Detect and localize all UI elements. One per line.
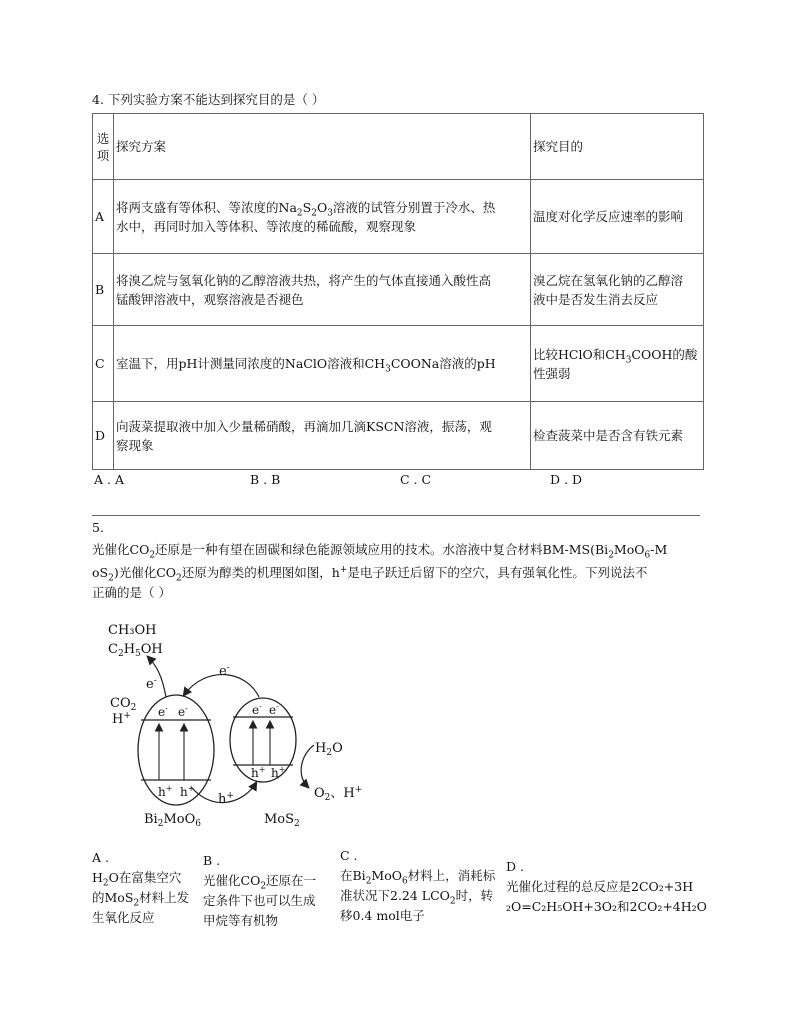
table-row <box>93 402 704 470</box>
row-goal: 比较HClO和$CH_3COOH$的酸 性强弱 <box>531 326 704 402</box>
q5-stem-line3: 正确的是（ ） <box>92 585 171 600</box>
label-bi2moo6: $Bi_2MoO_6$ <box>144 812 201 829</box>
label-mos2: MoS$_2$ <box>264 812 300 829</box>
svg-text:e-: e- <box>252 702 262 717</box>
product-methanol: CH₃OH <box>108 623 157 638</box>
row-option: B <box>93 254 114 326</box>
option-d[interactable]: D . 光催化过程的总反应是2CO₂+3H ₂O=C₂H₅OH+3O₂和2CO₂+4H₂O <box>506 859 707 914</box>
svg-text:h+: h+ <box>158 784 173 799</box>
divider <box>92 515 700 516</box>
svg-text:h+: h+ <box>180 784 195 799</box>
row-plan: 向菠菜提取液中加入少量稀硝酸，再滴加几滴KSCN溶液，振荡，观 察现象 <box>114 402 531 470</box>
label-hole-transfer: h+ <box>218 791 234 807</box>
row-plan: 将溴乙烷与氢氧化钠的乙醇溶液共热，将产生的气体直接通入酸性高 锰酸钾溶液中，观察溶液是否褪色 <box>114 254 531 326</box>
q4-table <box>92 113 704 470</box>
row-goal: 溴乙烷在氢氧化钠的乙醇溶 液中是否发生消去反应 <box>531 254 704 326</box>
header-goal: 探究目的 <box>531 114 704 180</box>
q5-stem-line1: 光催化$CO_2$还原是一种有望在固碳和绿色能源领域应用的技术。水溶液中复合材料$BM-MS(Bi_2MoO_6-M$ <box>92 542 668 561</box>
answer-c[interactable]: C . C <box>400 472 432 487</box>
table-row <box>93 180 704 254</box>
row-plan: 将两支盛有等体积、等浓度的$Na_2S_2O_3$溶液的试管分别置于冷水、热 水中，再同时加入等体积、等浓度的稀硫酸，观察现象 <box>114 180 531 254</box>
header-plan: 探究方案 <box>114 114 531 180</box>
label-electron-top: e- <box>219 663 230 679</box>
svg-text:e-: e- <box>158 704 168 719</box>
label-co2: $CO_2$ <box>110 696 137 713</box>
row-goal: 温度对化学反应速率的影响 <box>531 180 704 254</box>
header-option: 选 项 <box>93 114 114 180</box>
answer-a[interactable]: A . A <box>94 472 124 487</box>
svg-text:e-: e- <box>269 702 279 717</box>
q4-stem: 4. 下列实验方案不能达到探究目的是（ ） <box>92 92 325 107</box>
q5-number: 5. <box>92 520 104 535</box>
row-option: A <box>93 180 114 254</box>
water-oxidation-arrow <box>301 745 314 787</box>
row-option: D <box>93 402 114 470</box>
product-ethanol: $C_2H_5OH$ <box>108 642 163 659</box>
option-c[interactable]: C . 在$Bi_2MoO_6$材料上，消耗标 准状况下2.24 $LCO_2$时，转 移0.4 mol电子 <box>340 848 496 923</box>
mechanism-diagram <box>96 615 386 835</box>
svg-text:h+: h+ <box>271 765 286 780</box>
label-water: $H_2O$ <box>315 741 343 758</box>
table-row <box>93 326 704 402</box>
row-goal: 检查菠菜中是否含有铁元素 <box>531 402 704 470</box>
label-electron-left: e- <box>146 676 157 692</box>
answer-d[interactable]: D . D <box>550 472 582 487</box>
label-o2-hplus: $O_2$、H+ <box>314 785 363 803</box>
answer-b[interactable]: B . B <box>250 472 281 487</box>
table-row <box>93 254 704 326</box>
option-a[interactable]: A . $H_2O$在富集空穴 的MoS$_2$材料上发 生氧化反应 <box>92 850 190 925</box>
q5-stem-line2: $oS_2$)光催化$CO_2$还原为醇类的机理图如图，h+是电子跃迁后留下的空穴，具有强氧化性。下列说法不 <box>92 564 648 584</box>
bi2moo6-particle <box>138 695 214 805</box>
option-b[interactable]: B . 光催化$CO_2$还原在一 定条件下也可以生成 甲烷等有机物 <box>203 853 317 928</box>
row-plan: 室温下，用pH计测量同浓度的NaClO溶液和$CH_3COONa$溶液的pH <box>114 326 531 402</box>
row-option: C <box>93 326 114 402</box>
svg-text:e-: e- <box>178 704 188 719</box>
label-hplus-left: H+ <box>112 711 131 727</box>
svg-text:h+: h+ <box>251 765 266 780</box>
